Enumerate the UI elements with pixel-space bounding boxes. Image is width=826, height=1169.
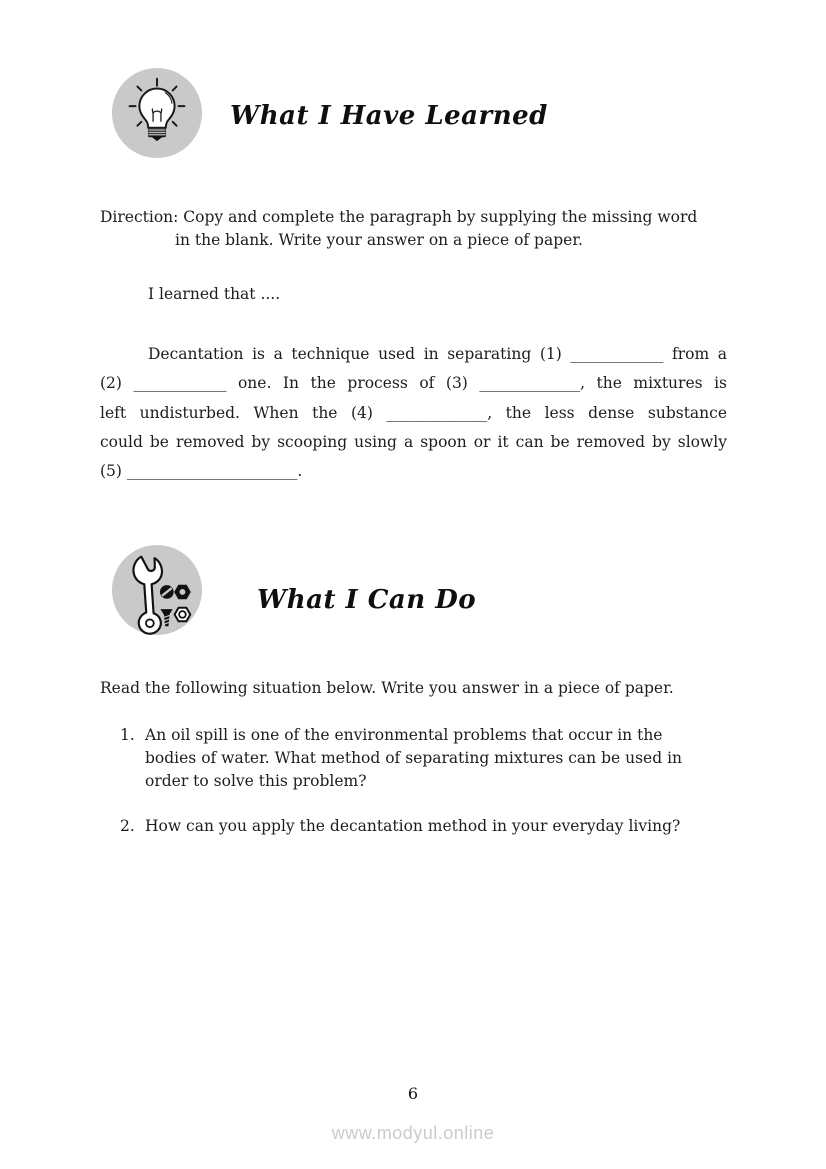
section-title-what-i-have-learned: What I Have Learned: [230, 101, 548, 131]
lightbulb-icon: [111, 67, 203, 159]
section-title-what-i-can-do: What I Can Do: [257, 585, 477, 615]
direction-line-1: Direction: Copy and complete the paragraph by supplying the missing word: [100, 208, 698, 226]
wrench-icon: [111, 544, 203, 636]
instruction-text: Read the following situation below. Write you answer in a piece of paper.: [100, 679, 674, 697]
direction-text: [100, 206, 732, 252]
lead-in-text: I learned that ....: [148, 285, 281, 303]
paragraph-line: (2) ____________ one. In the process of (3) _____________, the mixtures is: [100, 374, 727, 393]
question-line: How can you apply the decantation method in your everyday living?: [145, 817, 681, 835]
question-line: order to solve this problem?: [145, 772, 367, 790]
question-2: [120, 815, 720, 838]
direction-line-2: in the blank. Write your answer on a piece of paper.: [175, 231, 583, 249]
question-line: An oil spill is one of the environmental problems that occur in the: [145, 726, 663, 744]
question-text: [145, 815, 720, 838]
paragraph-line: Decantation is a technique used in separating (1) ____________ from a: [148, 345, 727, 363]
paragraph-line: could be removed by scooping using a spoon or it can be removed by slowly: [100, 432, 727, 451]
question-number: 2.: [120, 817, 135, 835]
question-line: bodies of water. What method of separating mixtures can be used in: [145, 749, 683, 767]
question-list: [120, 724, 720, 838]
question-text: [145, 724, 720, 793]
question-1: [120, 724, 720, 793]
question-number: 1.: [120, 726, 135, 744]
paragraph-line: (5) ______________________.: [100, 462, 303, 481]
page-number: 6: [407, 1084, 419, 1103]
fill-in-paragraph: [100, 340, 727, 486]
paragraph-line: left undisturbed. When the (4) _____________, the less dense substance: [100, 403, 727, 422]
watermark-url: www.modyul.online: [331, 1123, 495, 1143]
